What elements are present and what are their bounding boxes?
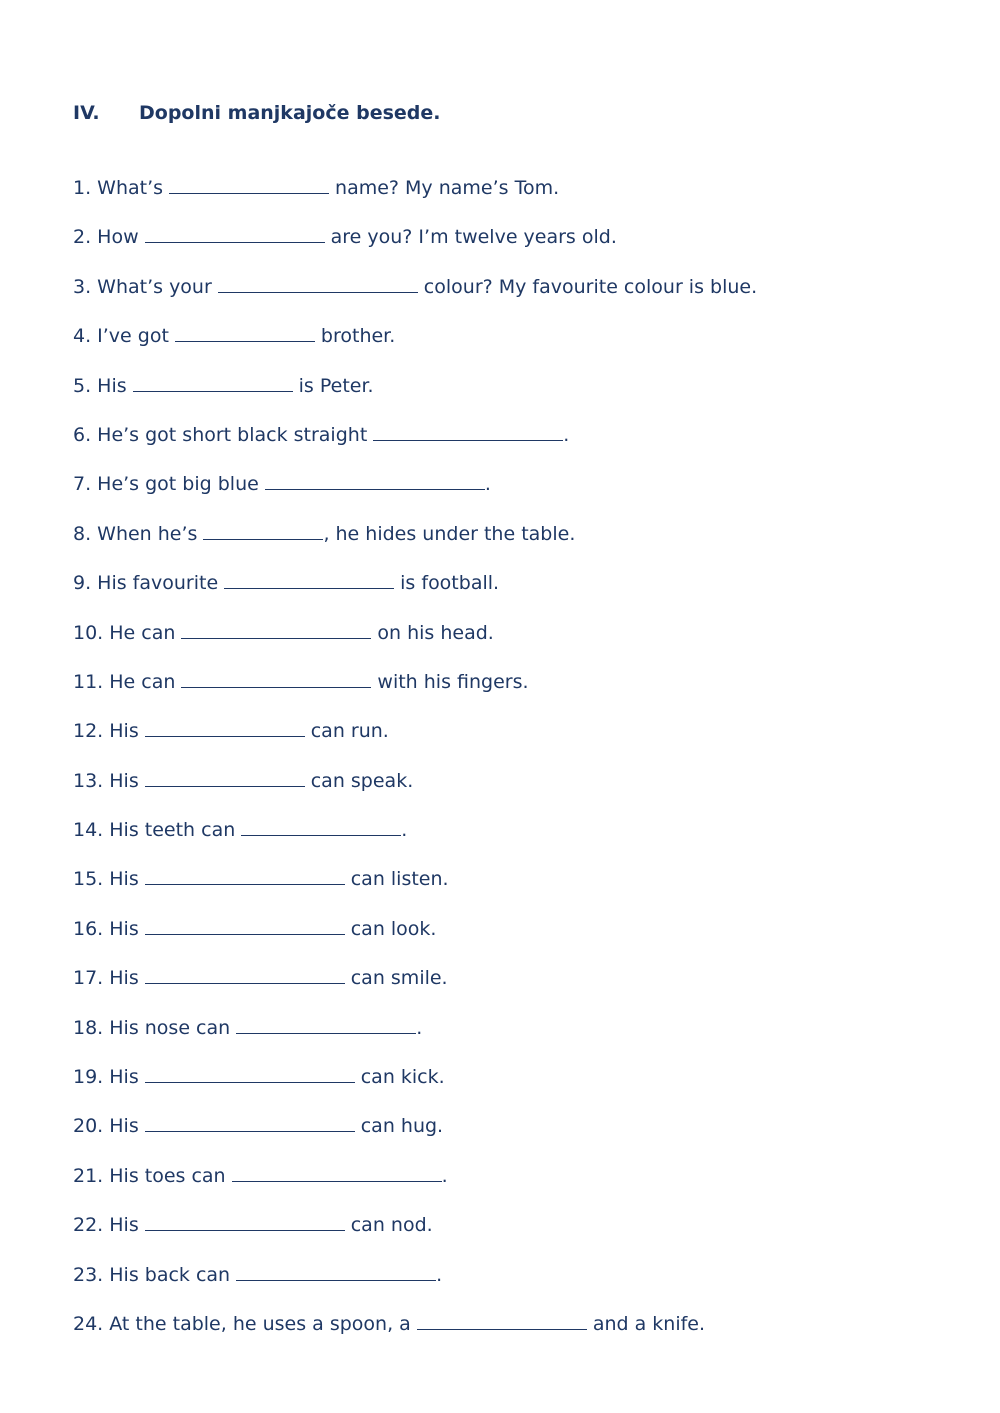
sentence-start: 23. His back can xyxy=(73,1263,231,1286)
sentence-start: 12. His xyxy=(73,720,139,743)
sentence-end: . xyxy=(436,1263,443,1286)
answer-blank[interactable] xyxy=(203,521,323,540)
exercise-heading xyxy=(73,102,440,124)
exercise-item xyxy=(73,570,757,619)
answer-blank[interactable] xyxy=(145,965,345,984)
exercise-item xyxy=(73,471,757,520)
answer-blank[interactable] xyxy=(169,175,329,194)
sentence-end: can hug. xyxy=(360,1115,444,1138)
exercise-item xyxy=(73,175,757,224)
exercise-item xyxy=(73,521,757,570)
exercise-item xyxy=(73,1015,757,1064)
sentence-end: . xyxy=(441,1164,448,1187)
sentence-start: 10. He can xyxy=(73,621,176,644)
sentence-end: . xyxy=(401,819,408,842)
sentence-end: on his head. xyxy=(377,621,494,644)
sentence-end: can look. xyxy=(350,917,437,940)
sentence-end: can run. xyxy=(310,720,389,743)
exercise-item xyxy=(73,323,757,372)
exercise-item xyxy=(73,224,757,273)
sentence-start: 24. At the table, he uses a spoon, a xyxy=(73,1312,411,1335)
exercise-item xyxy=(73,817,757,866)
sentence-start: 16. His xyxy=(73,917,139,940)
sentence-end: name? My name’s Tom. xyxy=(335,177,560,199)
sentence-end: brother. xyxy=(320,325,396,348)
answer-blank[interactable] xyxy=(181,669,371,688)
exercise-item xyxy=(73,1163,757,1212)
answer-blank[interactable] xyxy=(373,422,563,441)
sentence-start: 3. What’s your xyxy=(73,275,212,298)
sentence-start: 15. His xyxy=(73,868,139,891)
answer-blank[interactable] xyxy=(145,1064,355,1083)
sentence-end: is football. xyxy=(400,572,500,595)
sentence-start: 17. His xyxy=(73,967,139,990)
exercise-item xyxy=(73,620,757,669)
sentence-start: 19. His xyxy=(73,1066,139,1089)
answer-blank[interactable] xyxy=(145,866,345,885)
sentence-start: 5. His xyxy=(73,374,127,397)
sentence-end: can speak. xyxy=(310,769,414,792)
sentence-end: can kick. xyxy=(360,1066,445,1089)
exercise-item xyxy=(73,669,757,718)
sentence-start: 7. He’s got big blue xyxy=(73,473,259,496)
sentence-start: 18. His nose can xyxy=(73,1016,231,1039)
answer-blank[interactable] xyxy=(145,916,345,935)
answer-blank[interactable] xyxy=(133,373,293,392)
exercise-number: IV. xyxy=(73,102,100,124)
exercise-item xyxy=(73,1212,757,1261)
answer-blank[interactable] xyxy=(241,817,401,836)
sentence-end: , he hides under the table. xyxy=(323,522,576,545)
exercise-item xyxy=(73,1311,757,1360)
sentence-start: 13. His xyxy=(73,769,139,792)
sentence-end: and a knife. xyxy=(592,1312,706,1335)
exercise-item xyxy=(73,1262,757,1311)
answer-blank[interactable] xyxy=(236,1015,416,1034)
exercise-item xyxy=(73,965,757,1014)
sentence-start: 9. His favourite xyxy=(73,572,219,595)
sentence-end: colour? My favourite colour is blue. xyxy=(423,275,758,298)
exercise-list xyxy=(73,175,757,1360)
sentence-start: 6. He’s got short black straight xyxy=(73,423,368,446)
sentence-end: . xyxy=(416,1016,423,1039)
sentence-end: . xyxy=(484,473,491,496)
sentence-end: are you? I’m twelve years old. xyxy=(330,226,617,249)
answer-blank[interactable] xyxy=(181,620,371,639)
exercise-item xyxy=(73,718,757,767)
exercise-item xyxy=(73,866,757,915)
exercise-item xyxy=(73,768,757,817)
exercise-item xyxy=(73,373,757,422)
exercise-item xyxy=(73,1113,757,1162)
answer-blank[interactable] xyxy=(232,1163,442,1182)
sentence-start: 2. How xyxy=(73,226,139,249)
sentence-start: 21. His toes can xyxy=(73,1164,226,1187)
sentence-start: 20. His xyxy=(73,1115,139,1138)
sentence-end: can smile. xyxy=(350,967,448,990)
sentence-end: can listen. xyxy=(350,868,449,891)
sentence-start: 22. His xyxy=(73,1214,139,1237)
exercise-item xyxy=(73,916,757,965)
answer-blank[interactable] xyxy=(145,768,305,787)
answer-blank[interactable] xyxy=(417,1311,587,1330)
sentence-end: . xyxy=(563,423,570,446)
exercise-item xyxy=(73,274,757,323)
sentence-start: 11. He can xyxy=(73,670,176,693)
answer-blank[interactable] xyxy=(175,323,315,342)
answer-blank[interactable] xyxy=(218,274,418,293)
sentence-start: 1. What’s xyxy=(73,177,164,199)
sentence-end: can nod. xyxy=(350,1214,433,1237)
answer-blank[interactable] xyxy=(145,1113,355,1132)
sentence-start: 8. When he’s xyxy=(73,522,198,545)
exercise-item xyxy=(73,422,757,471)
answer-blank[interactable] xyxy=(265,471,485,490)
answer-blank[interactable] xyxy=(236,1262,436,1281)
sentence-end: is Peter. xyxy=(298,374,374,397)
answer-blank[interactable] xyxy=(224,570,394,589)
answer-blank[interactable] xyxy=(145,718,305,737)
answer-blank[interactable] xyxy=(145,1212,345,1231)
sentence-start: 14. His teeth can xyxy=(73,819,236,842)
sentence-start: 4. I’ve got xyxy=(73,325,169,348)
exercise-item xyxy=(73,1064,757,1113)
exercise-instruction: Dopolni manjkajoče besede. xyxy=(139,102,441,124)
answer-blank[interactable] xyxy=(145,224,325,243)
sentence-end: with his fingers. xyxy=(377,670,529,693)
